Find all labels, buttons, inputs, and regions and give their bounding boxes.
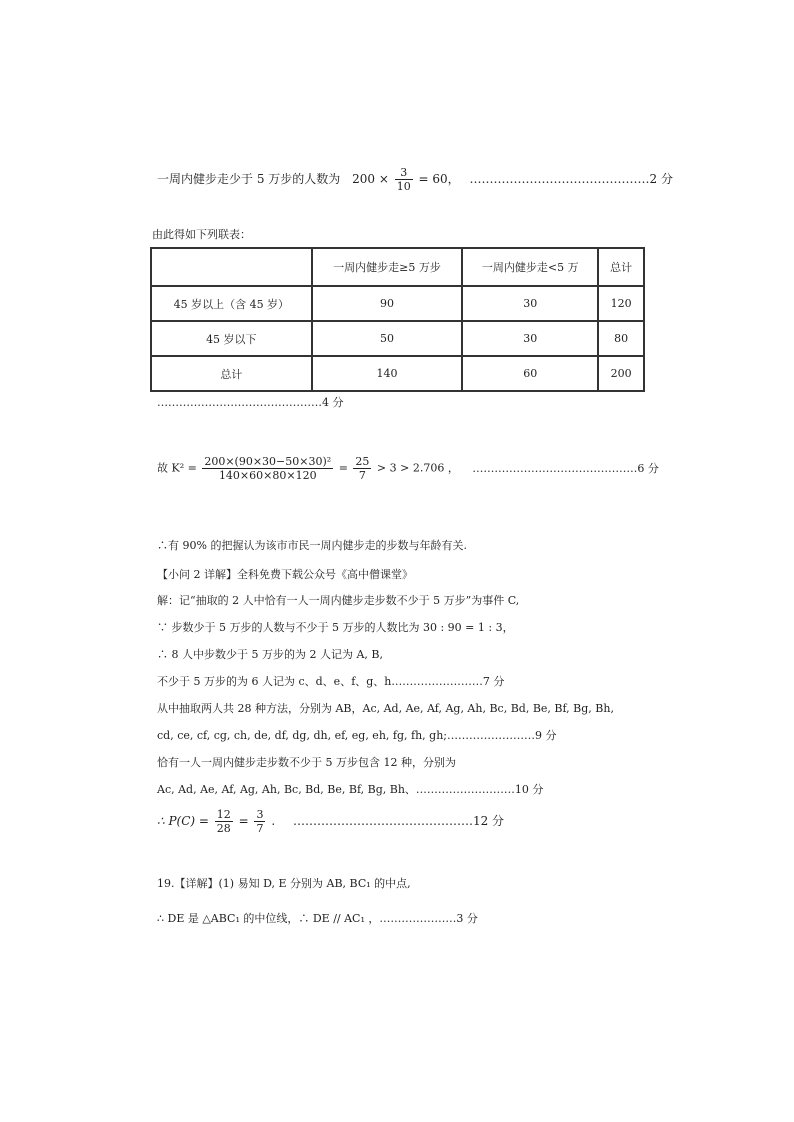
pc-frac-den: 28: [216, 822, 231, 835]
table-cell: 45 岁以上（含 45 岁）: [151, 286, 312, 321]
s1-frac-num: 3: [395, 166, 413, 180]
k2-frac2-den: 7: [358, 469, 366, 482]
table-header-cell: 一周内健步走<5 万: [462, 248, 598, 286]
table-cell: 50: [312, 321, 463, 356]
line-s3: ………………………………………4 分: [157, 396, 344, 409]
table-cell: 60: [462, 356, 598, 391]
line-s10: 从中抽取两人共 28 种方法，分别为 AB，Ac, Ad, Ae, Af, Ag, Ah, Bc, Bd, Be, Bf, Bg, Bh,: [157, 702, 614, 715]
line-s13: Ac, Ad, Ae, Af, Ag, Ah, Bc, Bd, Be, Bf, Bg, Bh、………………………10 分: [157, 783, 544, 796]
line-s8: ∴ 8 人中步数少于 5 万步的为 2 人记为 A, B,: [157, 648, 383, 661]
table-cell: 总计: [151, 356, 312, 391]
table-cell: 200: [598, 356, 644, 391]
table-cell: 90: [312, 286, 463, 321]
table-header-cell: [151, 248, 312, 286]
line-s15: ∴ DE 是 △ABC₁ 的中位线，∴ DE // AC₁ ，…………………3 分: [157, 912, 478, 925]
line-k2: [157, 455, 659, 482]
line-s12: 恰有一人一周内健步走步数不少于 5 万步包含 12 种，分别为: [157, 756, 456, 769]
contingency-table: [150, 247, 645, 392]
table-cell: 140: [312, 356, 463, 391]
pc-prefix: ∴ P(C) =: [157, 814, 209, 828]
table-header-row: [151, 248, 644, 286]
pc-fraction-result: [254, 808, 265, 835]
table-row: [151, 356, 644, 391]
line-s1: [157, 166, 673, 193]
line-s9: 不少于 5 万步的为 6 人记为 c、d、e、f、g、h.……………………7 分: [157, 675, 505, 688]
table-cell: 120: [598, 286, 644, 321]
k2-post: > 3 > 2.706 ，: [376, 461, 459, 475]
table-cell: 80: [598, 321, 644, 356]
table-cell: 30: [462, 321, 598, 356]
line-s5: 【小问 2 详解】全科免费下载公众号《高中僧课堂》: [157, 568, 413, 581]
table-header-cell: 总计: [598, 248, 644, 286]
k2-fraction-result: [353, 455, 371, 482]
k2-frac-num: 200×(90×30−50×30)²: [204, 455, 332, 468]
k2-dots: ………………………………………6 分: [472, 461, 659, 475]
table-row: [151, 286, 644, 321]
k2-frac2-num: 25: [355, 455, 370, 468]
pc-dot: .: [271, 814, 276, 828]
table-cell: 45 岁以下: [151, 321, 312, 356]
s1-dots: ………………………………………2 分: [469, 172, 673, 186]
s1-fraction: [395, 166, 413, 193]
table-header-cell: 一周内健步走≥5 万步: [312, 248, 463, 286]
pc-frac2-den: 7: [256, 822, 264, 835]
line-s4: ∴有 90% 的把握认为该市市民一周内健步走的步数与年龄有关.: [157, 539, 467, 552]
pc-eq: =: [238, 814, 249, 828]
line-s14: 19.【详解】(1) 易知 D, E 分别为 AB, BC₁ 的中点,: [157, 877, 411, 890]
k2-eq: =: [338, 461, 348, 475]
pc-frac2-num: 3: [256, 808, 264, 821]
line-s7: ∵ 步数少于 5 万步的人数与不少于 5 万步的人数比为 30 : 90 = 1 : 3，: [157, 621, 514, 634]
pc-fraction: [215, 808, 233, 835]
pc-frac-num: 12: [216, 808, 231, 821]
table-cell: 30: [462, 286, 598, 321]
table-row: [151, 321, 644, 356]
line-s11: cd, ce, cf, cg, ch, de, df, dg, dh, ef, eg, eh, fg, fh, gh;……………………9 分: [157, 729, 557, 742]
k2-prefix: 故 K² =: [157, 461, 197, 475]
s1-expr-pre: 200 ×: [352, 172, 389, 186]
line-pc: [157, 808, 504, 835]
line-s6: 解：记“抽取的 2 人中恰有一人一周内健步走步数不少于 5 万步”为事件 C,: [157, 594, 520, 607]
pc-dots: ………………………………………12 分: [292, 814, 505, 828]
s1-frac-den: 10: [396, 180, 411, 193]
line-s2: 由此得如下列联表：: [152, 228, 251, 241]
k2-frac-den: 140×60×80×120: [218, 469, 317, 482]
k2-fraction: [202, 455, 333, 482]
s1-expr-post: = 60，: [418, 172, 460, 186]
s1-text: 一周内健步走少于 5 万步的人数为: [157, 172, 341, 186]
